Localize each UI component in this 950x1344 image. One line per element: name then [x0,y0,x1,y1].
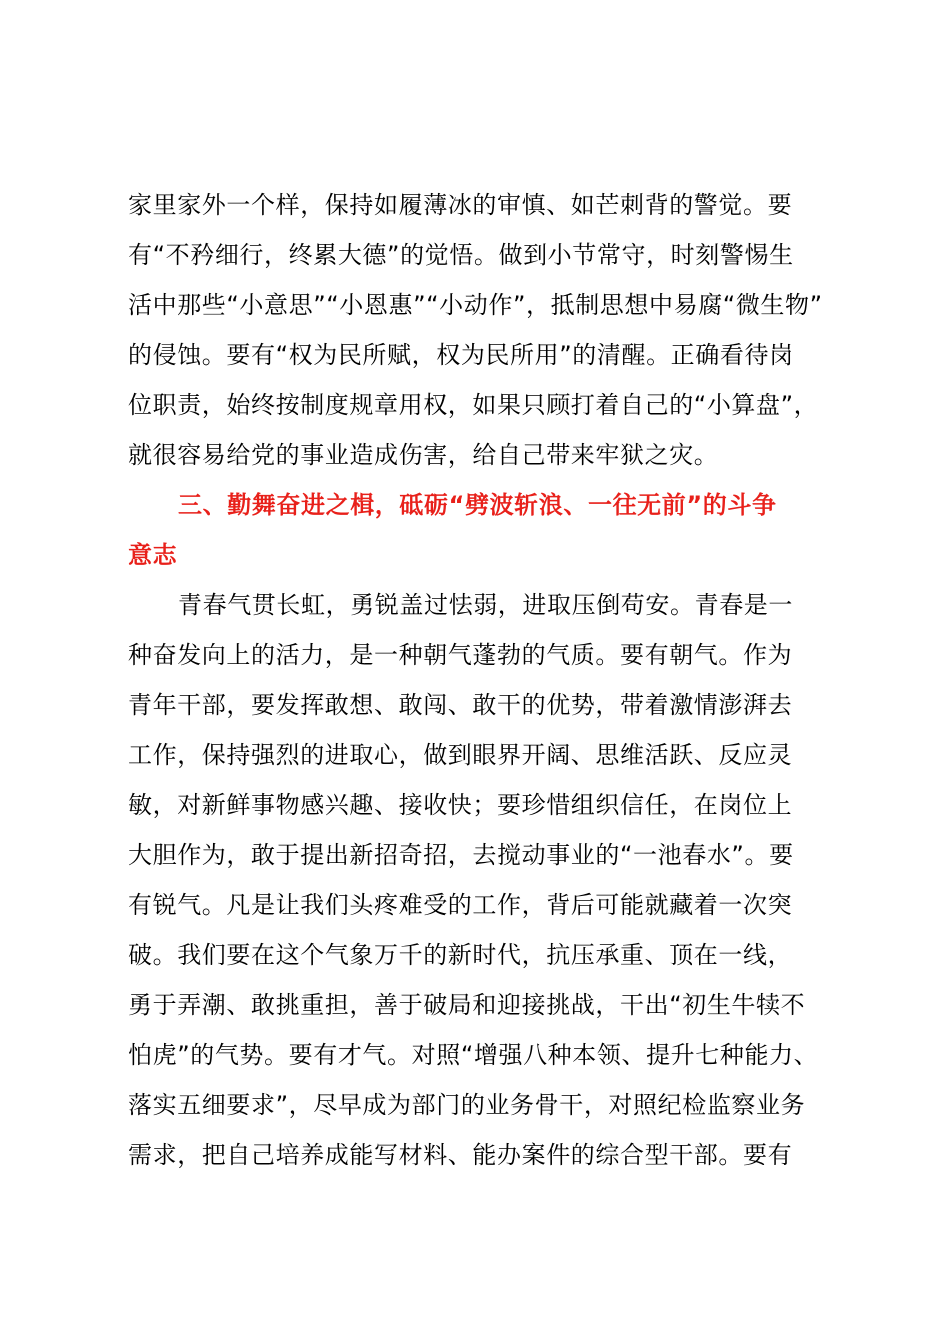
text-line: 就很容易给党的事业造成伤害，给自己带来牢狱之灾。 [128,441,719,469]
text-line: 有“不矜细行，终累大德”的觉悟。做到小节常守，时刻警惕生 [128,241,794,269]
text-line: 的侵蚀。要有“权为民所赋，权为民所用”的清醒。正确看待岗 [128,341,794,369]
text-line: 怕虎”的气势。要有才气。对照“增强八种本领、提升七种能力、 [128,1041,819,1069]
paragraph-main [128,580,840,1180]
paragraph-continued [128,180,840,480]
text-line: 工作，保持强烈的进取心，做到眼界开阔、思维活跃、反应灵 [128,741,793,769]
document-body [128,180,840,1180]
section-heading-line: 意志 [128,541,178,569]
text-line: 落实五细要求”，尽早成为部门的业务骨干，对照纪检监察业务 [128,1091,806,1119]
text-line: 活中那些“小意思”“小恩惠”“小动作”，抵制思想中易腐“微生物” [128,291,823,319]
text-line: 青年干部，要发挥敢想、敢闯、敢干的优势，带着激情澎湃去 [128,691,793,719]
text-line: 青春气贯长虹，勇锐盖过怯弱，进取压倒苟安。青春是一 [178,591,793,619]
text-line: 破。我们要在这个气象万千的新时代，抗压承重、顶在一线， [128,941,793,969]
text-line: 大胆作为，敢于提出新招奇招，去搅动事业的“一池春水”。要 [128,841,794,869]
text-line: 勇于弄潮、敢挑重担，善于破局和迎接挑战，干出“初生牛犊不 [128,991,806,1019]
section-heading [128,480,840,580]
text-line: 家里家外一个样，保持如履薄冰的审慎、如芒刺背的警觉。要 [128,191,793,219]
text-line: 种奋发向上的活力，是一种朝气蓬勃的气质。要有朝气。作为 [128,641,793,669]
section-heading-line: 三、勤舞奋进之楫，砥砺“劈波斩浪、一往无前”的斗争 [178,491,777,519]
text-line: 敏，对新鲜事物感兴趣、接收快；要珍惜组织信任，在岗位上 [128,791,793,819]
text-line: 需求，把自己培养成能写材料、能办案件的综合型干部。要有 [128,1141,793,1169]
text-line: 位职责，始终按制度规章用权，如果只顾打着自己的“小算盘”， [128,391,819,419]
text-line: 有锐气。凡是让我们头疼难受的工作，背后可能就藏着一次突 [128,891,793,919]
